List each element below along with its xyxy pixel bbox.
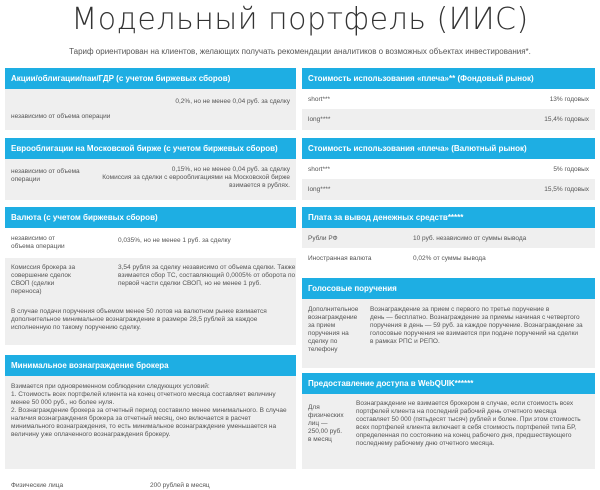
- eurobonds-card: [5, 138, 296, 200]
- leverage-fx-long-label: long****: [308, 186, 331, 193]
- quik-label-line: физических: [308, 412, 344, 419]
- currency-note: [11, 308, 267, 332]
- leverage-fx-long-row: [302, 179, 595, 200]
- currency-label-line: независимо от: [11, 235, 55, 242]
- currency-value: 0,035%, но не менее 1 руб. за сделку: [118, 237, 231, 244]
- eurobonds-value-line: взимается в рублях.: [229, 182, 290, 189]
- eurobonds-row: [5, 159, 296, 200]
- voice-value: [370, 306, 583, 346]
- voice-label-line: телефону: [308, 346, 338, 353]
- swap-label-line: совершение сделок: [11, 272, 71, 279]
- currency-note-line: дополнительное минимальное вознаграждение в размере 28,5 рублей за каждое: [11, 316, 258, 323]
- leverage-fx-card: [302, 138, 595, 200]
- eurobonds-card-header: Еврооблигации на Московской бирже (с учетом биржевых сборов): [5, 138, 296, 159]
- withdraw-rub-value: 10 руб. независимо от суммы вывода: [413, 235, 527, 242]
- quik-label-line: Для: [308, 404, 320, 411]
- page-title: Модельный портфель (ИИС): [71, 2, 529, 37]
- withdraw-rub-label: Рубли РФ: [308, 235, 338, 242]
- minfee-fl-value: 200 рублей в месяц: [150, 482, 210, 489]
- eurobonds-label-line: операции: [11, 176, 40, 183]
- quik-value-line: Вознаграждение не взимается брокером в случае, если стоимость всех: [356, 400, 574, 407]
- swap-label-line: Комиссия брокера за: [11, 264, 76, 271]
- swap-label-line: СВОП (сделки: [11, 280, 55, 287]
- quik-header: Предоставление доступа в WebQUIK******: [302, 373, 595, 394]
- voice-value-line: поручения в день — 59 руб. за каждое поручение. Вознаграждение за: [370, 322, 583, 329]
- minfee-line: величину уже оплаченного вознаграждения брокеру.: [11, 431, 171, 438]
- withdraw-rub-row: [302, 228, 595, 248]
- quik-value-line: составляет 50 000 (пятьдесят тысяч) рублей и более. При этом стоимость: [356, 416, 581, 423]
- page-subtitle: Тариф ориентирован на клиентов, желающих получать рекомендации аналитиков о возможных объектах инвестирования*.: [69, 47, 531, 56]
- quik-label-line: в месяц: [308, 436, 332, 443]
- currency-note-line: В случае подачи поручения объемом менее 50 лотов на валютном рынке взимается: [11, 308, 267, 315]
- quik-label-line: лиц —: [308, 420, 328, 427]
- eurobonds-value-line: 0,15%, но не менее 0,04 руб. за сделку: [171, 166, 290, 173]
- swap-value-line: взимается сбор ТС, составляющий 0,0005% от оборота по: [118, 272, 296, 279]
- voice-label-line: Дополнительное: [308, 306, 359, 313]
- swap-label: [11, 264, 75, 296]
- leverage-fx-header: Стоимость использования «плеча» (Валютный рынок): [302, 138, 595, 159]
- leverage-fx-short-value: 5% годовых: [553, 166, 589, 173]
- currency-card-header: Валюта (с учетом биржевых сборов): [5, 207, 296, 228]
- quik-value-line: портфелей клиента на последний рабочий день отчетного месяца: [356, 408, 557, 415]
- eurobonds-value: [102, 166, 290, 190]
- eurobonds-label: [11, 168, 80, 184]
- eurobonds-value-line: Комиссия за сделки с еврооблигациями на Московской бирже: [102, 174, 290, 181]
- leverage-stock-long-row: [302, 109, 595, 130]
- quik-row: [302, 394, 595, 469]
- stocks-card-header: Акции/облигации/паи/ГДР (с учетом биржевых сборов): [5, 68, 296, 89]
- leverage-stock-long-value: 15,4% годовых: [544, 116, 589, 123]
- minfee-body: [5, 376, 296, 489]
- withdraw-fx-row: [302, 248, 595, 269]
- minfee-line: наличия вознаграждения брокера за отчетный месяц, оно включается в расчет: [11, 415, 251, 422]
- leverage-fx-long-value: 15,5% годовых: [544, 186, 589, 193]
- leverage-stock-header: Стоимость использования «плеча»** (Фондовый рынок): [302, 68, 595, 89]
- eurobonds-label-line: независимо от объема: [11, 168, 80, 175]
- currency-note-line: исполненную по такому поручению сделку.: [11, 324, 141, 331]
- currency-label-line: объема операции: [11, 243, 65, 250]
- minfee-card: [5, 355, 296, 489]
- voice-label-line: за прием: [308, 322, 336, 329]
- minfee-line: 2. Вознаграждение брокера за отчетный период составило менее минимального. В случае: [11, 407, 287, 414]
- quik-label-line: 250,00 руб.: [308, 428, 343, 435]
- voice-label-line: поручения на: [308, 330, 349, 337]
- voice-header: Голосовые поручения: [302, 278, 595, 299]
- stocks-label: независимо от объема операции: [11, 113, 111, 120]
- leverage-stock-short-label: short***: [308, 96, 331, 103]
- swap-value-line: первой части сделки СВОП, но не менее 1 руб.: [118, 280, 262, 287]
- stocks-card: [5, 68, 296, 130]
- voice-card: [302, 278, 595, 368]
- currency-row: [5, 228, 296, 258]
- minfee-text: [11, 383, 287, 439]
- minfee-line: Взимается при одновременном соблюдении следующих условий:: [11, 383, 210, 390]
- withdraw-fx-value: 0,02% от суммы вывода: [413, 255, 486, 262]
- swap-value: [118, 264, 295, 288]
- minfee-line: минимального вознаграждения, то есть минимальное вознаграждение уменьшается на: [11, 423, 277, 430]
- leverage-stock-long-label: long****: [308, 116, 331, 123]
- leverage-stock-card: [302, 68, 595, 130]
- currency-swap-row: [5, 258, 296, 345]
- quik-value-line: определенная по состоянию на конец рабочего дня, предшествующего: [356, 432, 572, 439]
- currency-label: [11, 235, 65, 251]
- leverage-stock-short-value: 13% годовых: [549, 96, 589, 103]
- minfee-line: менее 50 000 руб., но более нуля.: [11, 399, 115, 406]
- quik-label: [308, 404, 344, 444]
- withdraw-fx-label: Иностранная валюта: [308, 255, 372, 262]
- voice-value-line: день — бесплатно. Вознаграждение за приемы начиная с четвертого: [370, 314, 580, 321]
- voice-value-line: Вознаграждение за прием с первого по третье поручение в: [370, 306, 550, 313]
- voice-value-line: в рамках РПС и РЕПО.: [370, 338, 440, 345]
- voice-label: [308, 306, 358, 354]
- withdraw-header: Плата за вывод денежных средств*****: [302, 207, 595, 228]
- swap-value-line: 3,54 рубля за сделку независимо от объема сделки. Также: [118, 264, 296, 271]
- minfee-line: 1. Стоимость всех портфелей клиента на конец отчетного месяца составляет величину: [11, 391, 276, 398]
- leverage-fx-short-row: [302, 159, 595, 179]
- minfee-card-header: Минимальное вознаграждение брокера: [5, 355, 296, 376]
- quik-value-line: последнему рабочему дню отчетного месяца.: [356, 440, 495, 447]
- quik-value-line: всех портфелей клиента включает в себя стоимость портфелей типа БР,: [356, 424, 577, 431]
- currency-card: [5, 207, 296, 345]
- stocks-value: 0,2%, но не менее 0,04 руб. за сделку: [175, 98, 290, 105]
- voice-label-line: сделку по: [308, 338, 338, 345]
- withdraw-card: [302, 207, 595, 269]
- leverage-stock-short-row: [302, 89, 595, 109]
- voice-row: [302, 299, 595, 368]
- voice-label-line: вознаграждение: [308, 314, 358, 321]
- swap-label-line: переноса): [11, 288, 42, 295]
- minfee-fl-label: Физические лица: [11, 482, 64, 489]
- voice-value-line: голосовые поручения не взимается при подаче поручений на сделки: [370, 330, 579, 337]
- leverage-fx-short-label: short***: [308, 166, 331, 173]
- quik-value: [356, 400, 581, 448]
- stocks-row: [5, 89, 296, 130]
- quik-card: [302, 373, 595, 469]
